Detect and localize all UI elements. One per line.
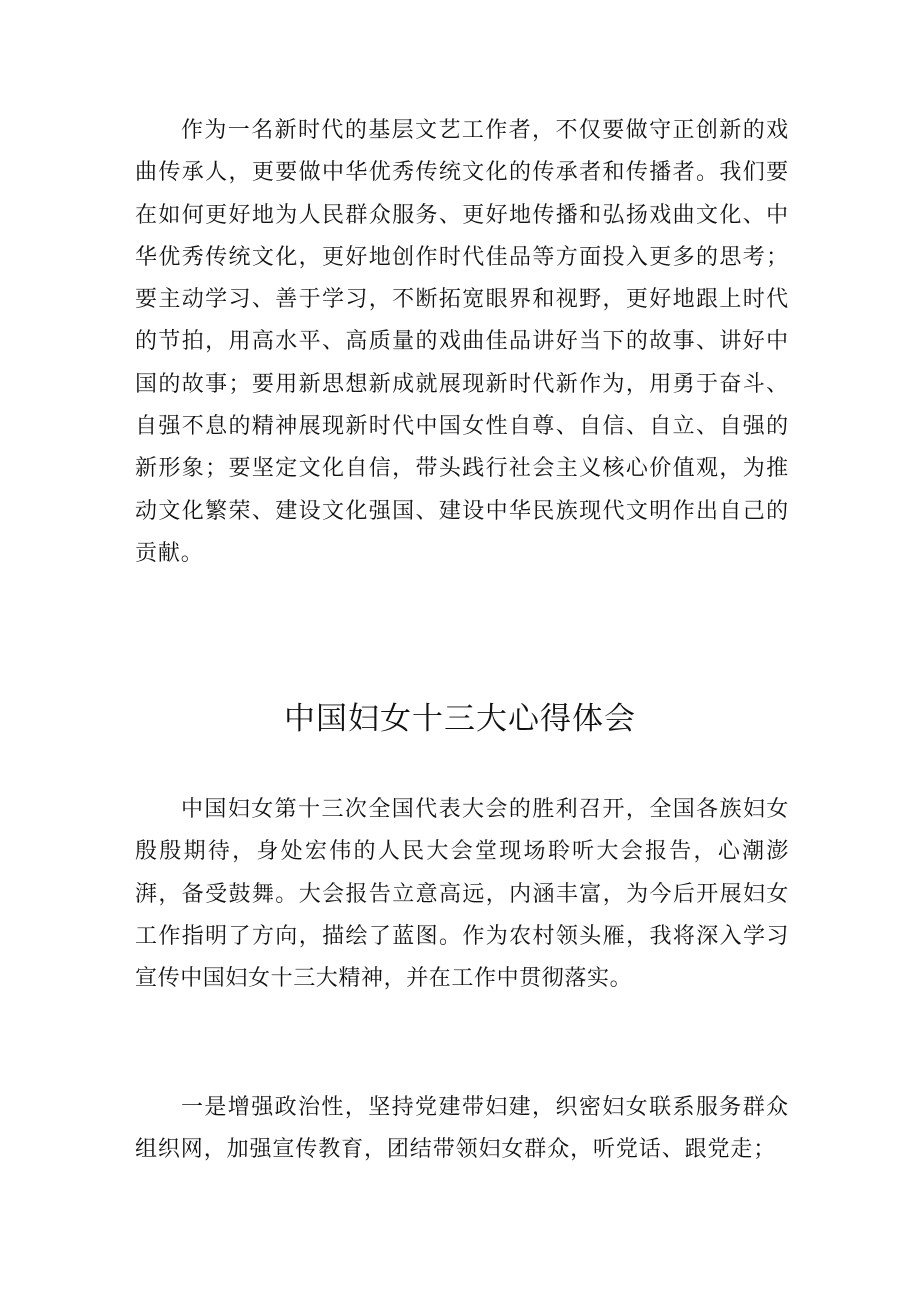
section-title: 中国妇女十三大心得体会: [284, 701, 636, 737]
paragraph-body: 一是增强政治性，坚持党建带妇建，织密妇女联系服务群众组织网，加强宣传教育，团结带领妇女群众，听党话、跟党走；: [135, 1095, 789, 1163]
paragraph-body: 中国妇女第十三次全国代表大会的胜利召开，全国各族妇女殷殷期待，身处宏伟的人民大会堂现场聆听大会报告，心潮澎湃，备受鼓舞。大会报告立意高远，内涵丰富，为今后开展妇女工作指明了方向，描绘了蓝图。作为农村领头雁，我将深入学习宣传中国妇女十三大精神，并在工作中贯彻落实。: [135, 797, 789, 992]
paragraph-body: 作为一名新时代的基层文艺工作者，不仅要做守正创新的戏曲传承人，更要做中华优秀传统文化的传承者和传播者。我们要在如何更好地为人民群众服务、更好地传播和弘扬戏曲文化、中华优秀传统文化，更好地创作时代佳品等方面投入更多的思考；要主动学习、善于学习，不断拓宽眼界和视野，更好地跟上时代的节拍，用高水平、高质量的戏曲佳品讲好当下的故事、讲好中国的故事；要用新思想新成就展现新时代新作为，用勇于奋斗、自强不息的精神展现新时代中国女性自尊、自信、自立、自强的新形象；要坚定文化自信，带头践行社会主义核心价值观，为推动文化繁荣、建设文化强国、建设中华民族现代文明作出自己的贡献。: [135, 118, 789, 566]
